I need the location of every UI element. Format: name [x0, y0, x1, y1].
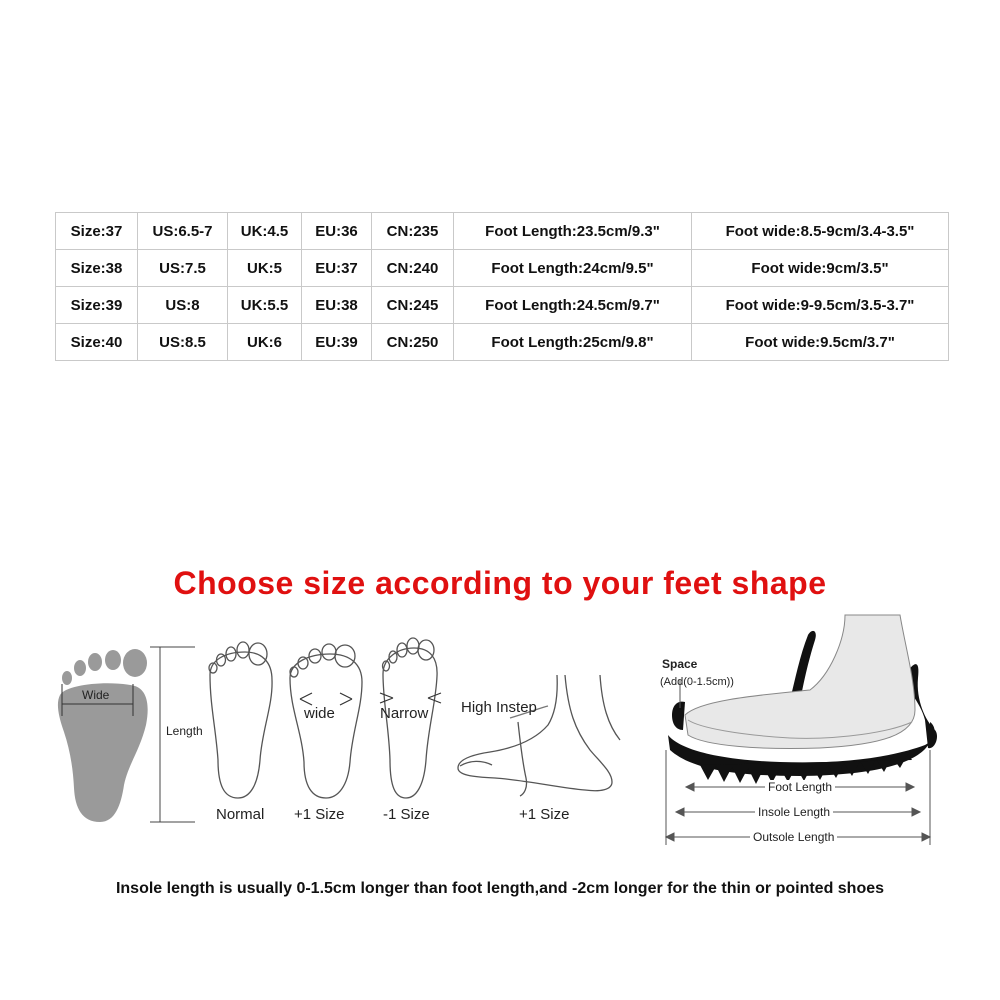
space-label: Space [662, 657, 698, 671]
table-row [56, 287, 949, 324]
high-instep-annotation: High Instep [461, 699, 537, 716]
table-cell: CN:250 [372, 324, 454, 361]
table-cell: Foot Length:24.5cm/9.7" [454, 287, 692, 324]
table-cell: Size:39 [56, 287, 138, 324]
guide-headline: Choose size according to your feet shape [173, 565, 827, 601]
table-cell: Foot Length:25cm/9.8" [454, 324, 692, 361]
table-cell: Foot wide:9cm/3.5" [692, 250, 949, 287]
insole-length-label: Insole Length [755, 805, 833, 819]
table-row [56, 213, 949, 250]
table-cell: Foot Length:24cm/9.5" [454, 250, 692, 287]
narrow-size-label: -1 Size [383, 806, 430, 823]
table-cell: CN:235 [372, 213, 454, 250]
table-cell: Foot wide:9.5cm/3.7" [692, 324, 949, 361]
length-label: Length [166, 724, 203, 738]
table-cell: UK:4.5 [228, 213, 302, 250]
table-cell: EU:36 [302, 213, 372, 250]
table-cell: UK:6 [228, 324, 302, 361]
insole-note: Insole length is usually 0-1.5cm longer than foot length,and -2cm longer for the thin or pointed shoes [115, 880, 885, 897]
footprint-icon [58, 649, 148, 822]
table-cell: EU:37 [302, 250, 372, 287]
table-cell: Size:37 [56, 213, 138, 250]
table-row [56, 324, 949, 361]
table-cell: CN:245 [372, 287, 454, 324]
table-cell: Foot wide:9-9.5cm/3.5-3.7" [692, 287, 949, 324]
foot-shape-illustrations [0, 600, 1000, 860]
space-detail: (Add(0-1.5cm)) [660, 676, 734, 688]
normal-foot-icon [209, 642, 272, 798]
normal-label: Normal [216, 806, 265, 823]
table-cell: US:6.5-7 [138, 213, 228, 250]
wide-label: Wide [82, 688, 110, 702]
table-cell: US:7.5 [138, 250, 228, 287]
table-row [56, 250, 949, 287]
shoe-diagram-icon [668, 615, 937, 784]
foot-length-label: Foot Length [765, 780, 835, 794]
wide-size-label: +1 Size [294, 806, 345, 823]
size-table [55, 212, 949, 361]
table-cell: Foot wide:8.5-9cm/3.4-3.5" [692, 213, 949, 250]
table-cell: US:8.5 [138, 324, 228, 361]
table-cell: Size:38 [56, 250, 138, 287]
table-cell: UK:5 [228, 250, 302, 287]
table-cell: EU:38 [302, 287, 372, 324]
table-cell: Size:40 [56, 324, 138, 361]
narrow-annotation: Narrow [380, 705, 429, 722]
table-cell: UK:5.5 [228, 287, 302, 324]
high-instep-size-label: +1 Size [519, 806, 570, 823]
table-cell: US:8 [138, 287, 228, 324]
outsole-length-label: Outsole Length [750, 830, 837, 844]
high-instep-icon [458, 675, 620, 796]
table-cell: CN:240 [372, 250, 454, 287]
wide-annotation: wide [304, 705, 335, 722]
table-cell: EU:39 [302, 324, 372, 361]
table-cell: Foot Length:23.5cm/9.3" [454, 213, 692, 250]
